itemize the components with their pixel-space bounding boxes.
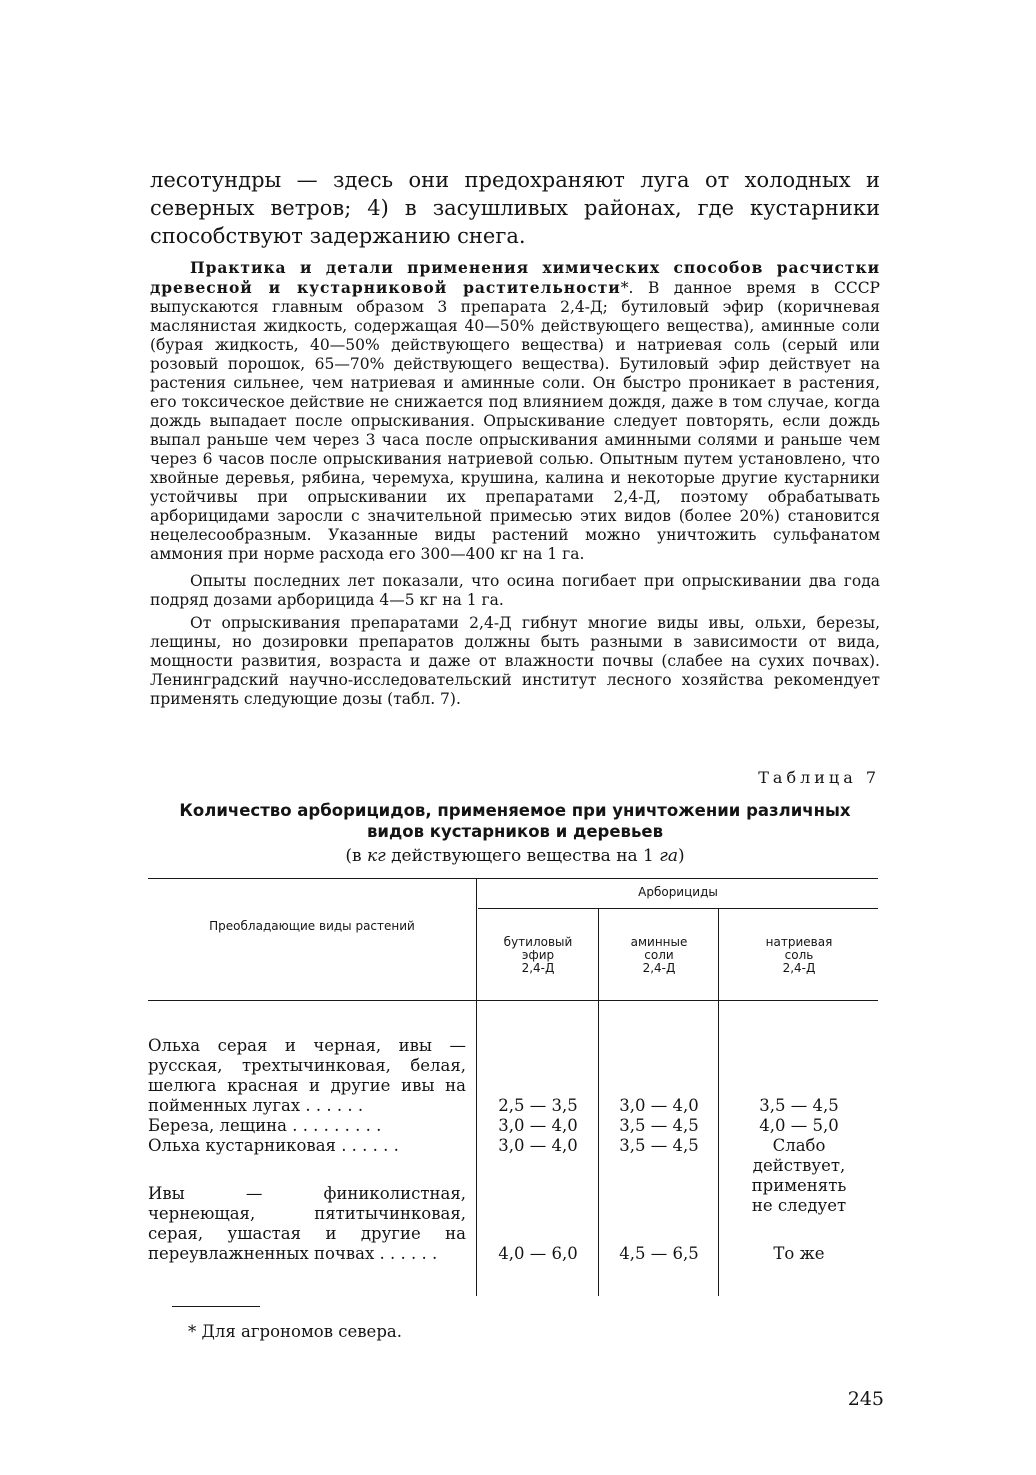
table-cell-butyl: 3,0 — 4,0 bbox=[498, 1116, 578, 1135]
section-paragraph-2: Опыты последних лет показали, что осина погибает при опрыскивании два года подряд дозами арборицида 4—5 кг на 1 га. bbox=[150, 572, 880, 609]
header-bottom-rule bbox=[148, 1000, 878, 1001]
footnote-rule bbox=[172, 1306, 260, 1307]
table-cell-sodium: То же bbox=[773, 1244, 825, 1263]
table-row-species: Береза, лещина . . . . . . . . . bbox=[148, 1116, 382, 1135]
table-cell-sodium: 4,0 — 5,0 bbox=[759, 1116, 839, 1135]
table-cell-amine: 4,5 — 6,5 bbox=[619, 1244, 699, 1263]
table-cell-sodium: Слабо действует, применять не следует bbox=[751, 1136, 847, 1215]
header-butyl: бутиловый эфир 2,4-Д bbox=[503, 935, 573, 975]
table-top-rule bbox=[148, 878, 878, 879]
paragraph-1-body: В данное время в СССР выпускаются главным образом 3 препарата 2,4-Д; бутиловый эфир (коричневая маслянистая жидкость, содержащая 40—50% действующего вещества), аминные соли (бурая жидкость, 40—50% действующего вещества) и натриевая соль (серый или розовый порошок, 65—70% действующего вещества). Бутиловый эфир действует на растения сильнее, чем натриевая и аминные соли. Он быстро проникает в растения, его токсическое действие не снижается под влиянием дождя, даже в том случае, когда дождь выпадает после опрыскивания. Опрыскивание следует повторять, если дождь выпал раньше чем через 3 часа после опрыскивания аминными солями и раньше чем через 6 часов после опрыскивания натриевой солью. Опытным путем установлено, что хвойные деревья, рябина, черемуха, крушина, калина и некоторые другие кустарники устойчивы при опрыскивании их препаратами 2,4-Д, поэтому обрабатывать арборицидами заросли с значительной примесью этих видов (более 20%) становится нецелесообразным. Указанные виды растений можно уничтожить сульфанатом аммония при норме расхода его 300—400 кг на 1 га. bbox=[150, 279, 880, 563]
table-cell-amine: 3,0 — 4,0 bbox=[619, 1096, 699, 1115]
intro-paragraph: лесотундры — здесь они предохраняют луга от холодных и северных ветров; 4) в засушливых районах, где кустарники способствуют задержанию снега. bbox=[150, 168, 880, 248]
table-cell-butyl: 4,0 — 6,0 bbox=[498, 1244, 578, 1263]
table-cell-amine: 3,5 — 4,5 bbox=[619, 1136, 699, 1155]
col-divider-2 bbox=[598, 908, 599, 1296]
table-label: Таблица 7 bbox=[758, 768, 880, 787]
header-sodium: натриевая соль 2,4-Д bbox=[765, 935, 833, 975]
table-row-species: Ольха серая и черная, ивы — русская, трехтычинковая, белая, шелюга красная и другие ивы на пойменных лугах . . . . . . bbox=[148, 1036, 466, 1115]
page-number: 245 bbox=[847, 1388, 884, 1410]
section-paragraph-1 bbox=[150, 258, 880, 564]
doses-table bbox=[148, 878, 878, 1298]
table-title: Количество арборицидов, применяемое при уничтожении различных видов кустарников и деревьев bbox=[179, 801, 851, 841]
section-heading: Практика и детали применения химических способов расчистки древесной и кустарниковой растительности bbox=[150, 258, 880, 297]
footnote-mark: *. bbox=[620, 279, 648, 297]
header-amine: аминные соли 2,4-Д bbox=[630, 935, 688, 975]
section-text bbox=[150, 258, 880, 709]
table-cell-sodium: 3,5 — 4,5 bbox=[759, 1096, 839, 1115]
table-row-species: Ивы — финиколистная, чернеющая, пятитычинковая, серая, ушастая и другие на переувлажненных почвах . . . . . . bbox=[148, 1184, 466, 1263]
table-cell-butyl: 2,5 — 3,5 bbox=[498, 1096, 578, 1115]
table-cell-butyl: 3,0 — 4,0 bbox=[498, 1136, 578, 1155]
table-row-species: Ольха кустарниковая . . . . . . bbox=[148, 1136, 399, 1155]
col-divider-3 bbox=[718, 908, 719, 1296]
group-header-rule bbox=[478, 908, 878, 909]
col-divider-1 bbox=[476, 878, 477, 1296]
section-paragraph-3: От опрыскивания препаратами 2,4-Д гибнут многие виды ивы, ольхи, березы, лещины, но дозировки препаратов должны быть разными в зависимости от вида, мощности развития, возраста и даже от влажности почвы (слабее на сухих почвах). Ленинградский научно-исследовательский институт лесного хозяйства рекомендует применять следующие дозы (табл. 7). bbox=[150, 614, 880, 708]
header-arboricides: Арборициды bbox=[638, 885, 718, 899]
table-cell-amine: 3,5 — 4,5 bbox=[619, 1116, 699, 1135]
header-species: Преобладающие виды растений bbox=[209, 919, 415, 933]
footnote: * Для агрономов севера. bbox=[188, 1322, 402, 1341]
table-subtitle: (в кг действующего вещества на 1 га) bbox=[345, 846, 685, 866]
